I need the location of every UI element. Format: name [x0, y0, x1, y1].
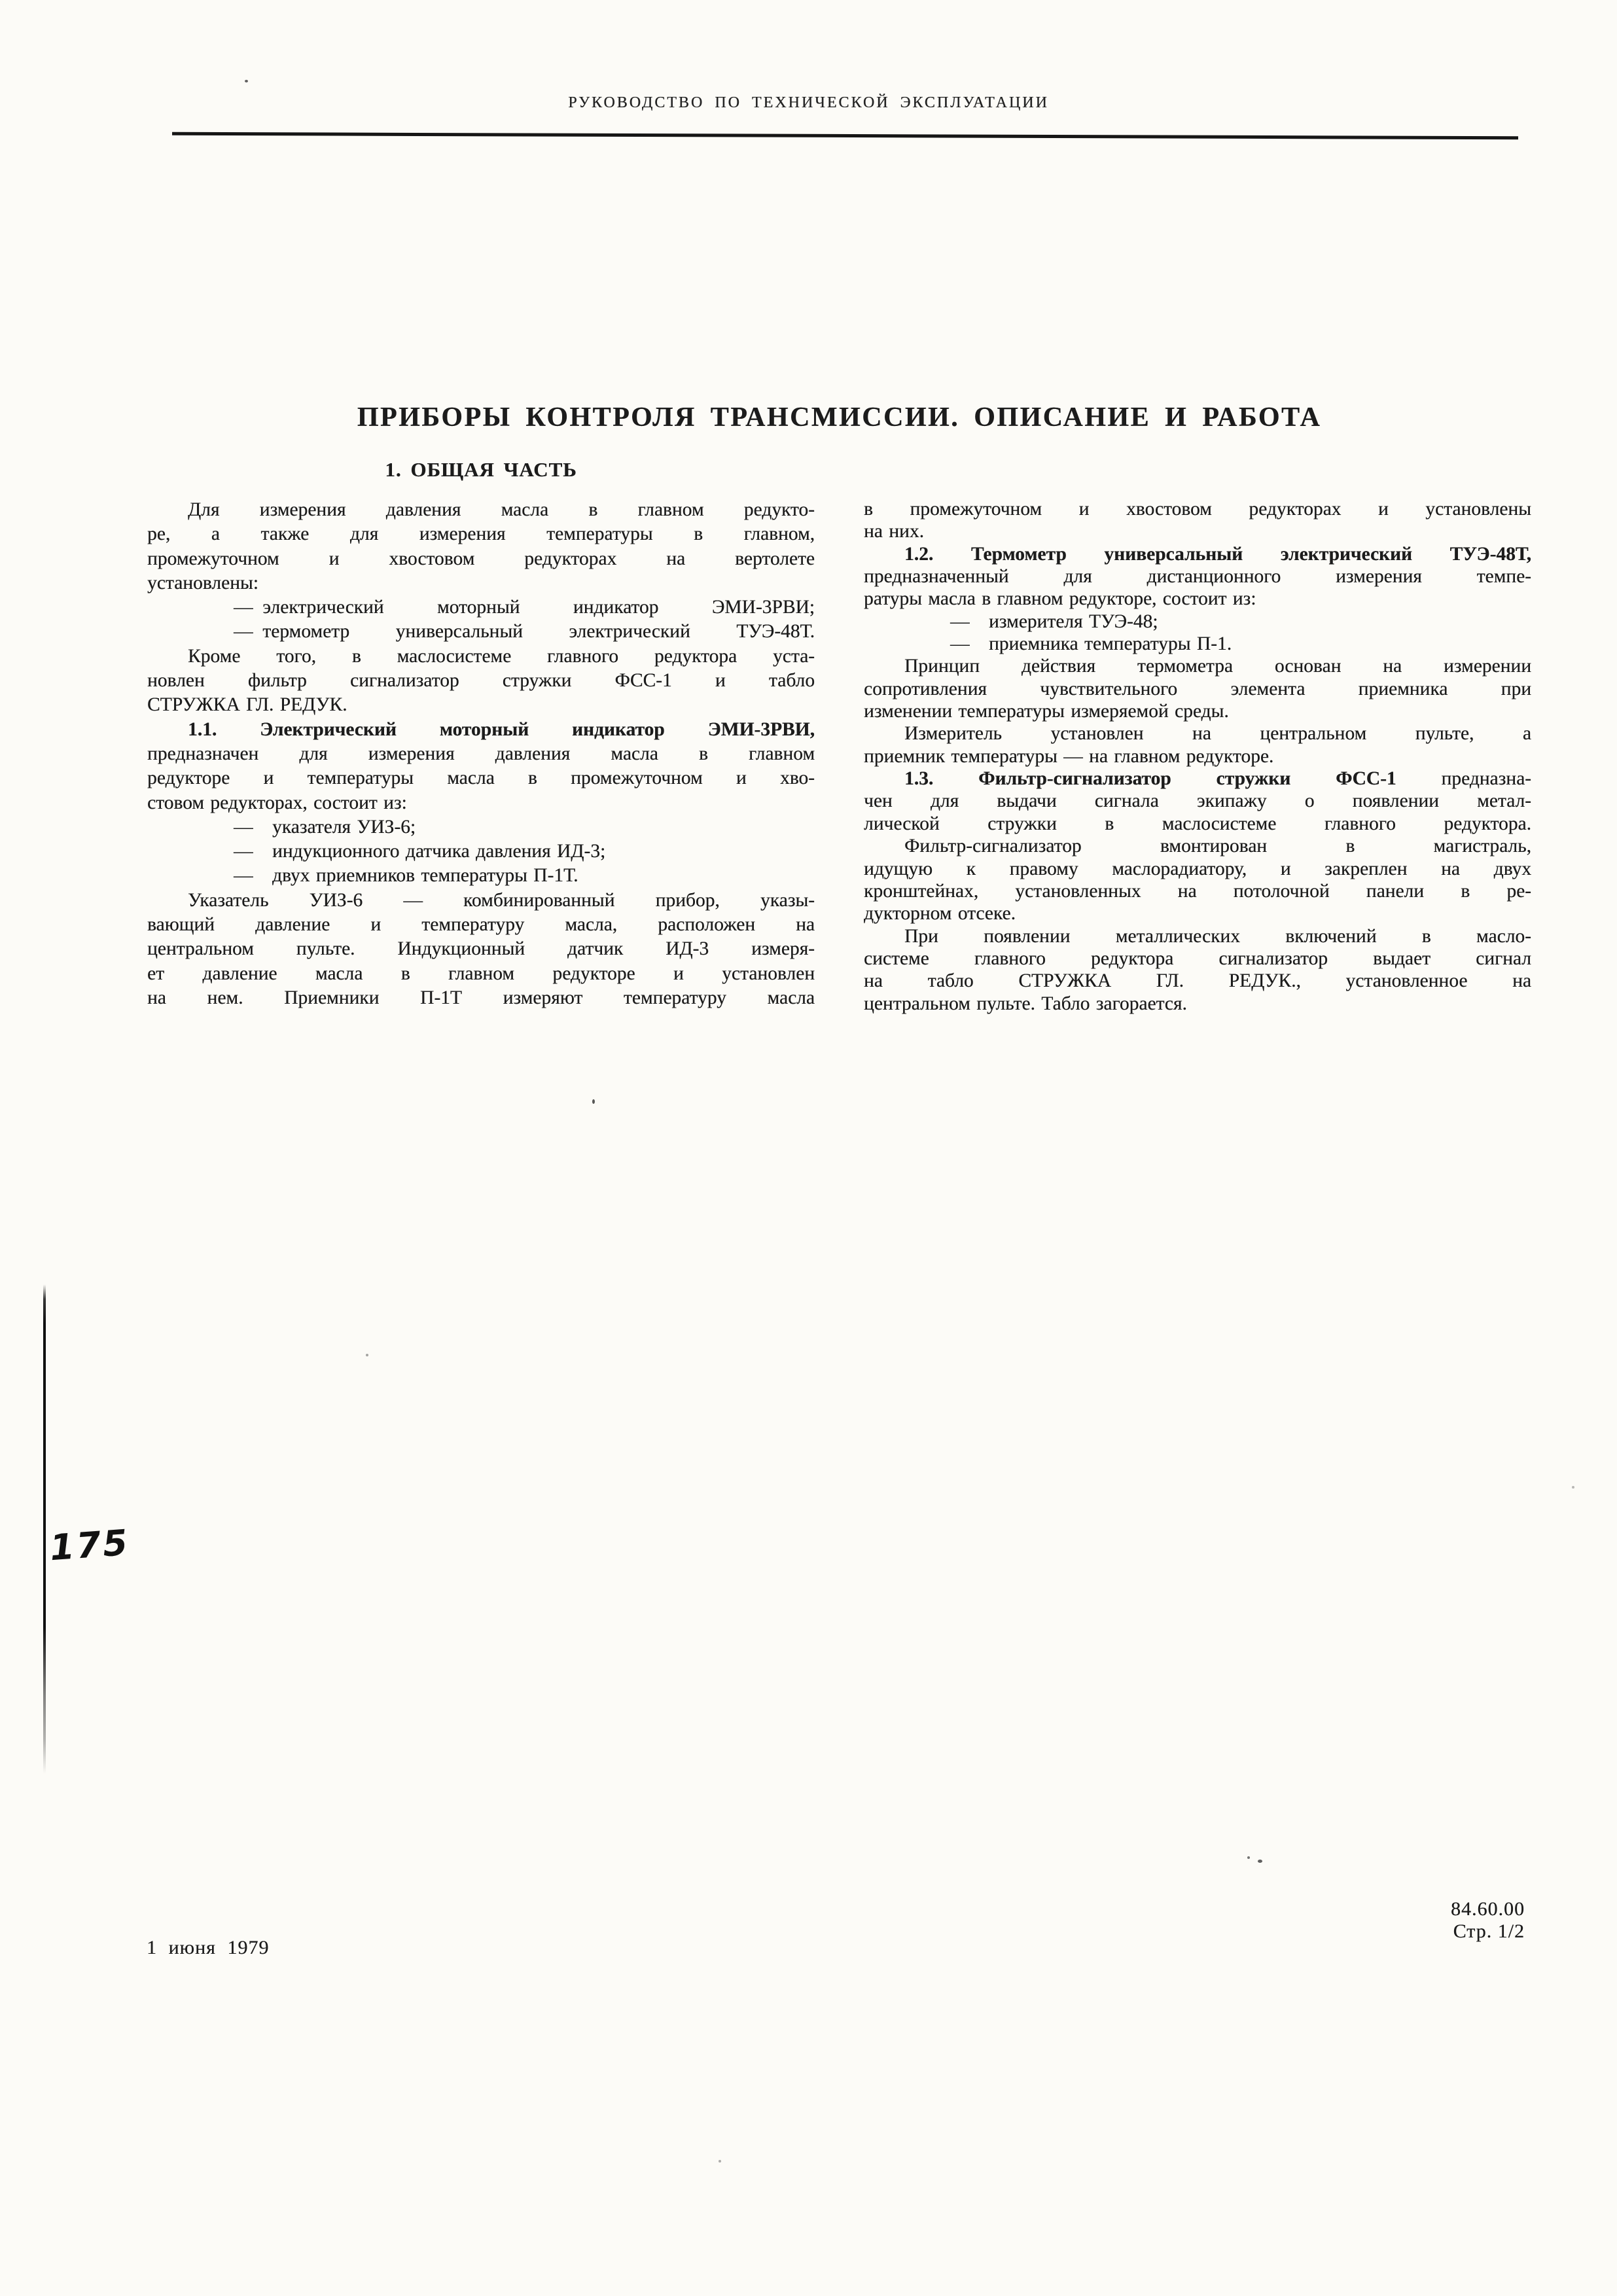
text-run: ратуры масла в главном редукторе, состоит из:	[864, 588, 1256, 610]
text-line	[864, 678, 1531, 700]
scan-speck	[719, 2160, 721, 2163]
text-run: ет давление масла в главном редукторе и установлен	[147, 963, 815, 984]
bold-text-run: 1.2. Термометр универсальный электрический ТУЭ-48Т,	[904, 543, 1531, 565]
text-line	[147, 913, 815, 937]
text-run: изменении температуры измеряемой среды.	[864, 701, 1229, 722]
text-run: новлен фильтр сигнализатор стружки ФСС-1 и табло	[147, 670, 815, 692]
text-run: предназна-	[1396, 768, 1531, 790]
text-line	[864, 700, 1531, 722]
text-run: на табло СТРУЖКА ГЛ. РЕДУК., установленное на	[864, 970, 1531, 992]
text-line	[147, 645, 815, 669]
text-line	[864, 790, 1531, 812]
text-line	[864, 588, 1531, 610]
text-run: — электрический моторный индикатор ЭМИ-3РВИ;	[234, 597, 815, 618]
text-line	[864, 858, 1531, 880]
text-line	[864, 498, 1531, 520]
text-run: чен для выдачи сигнала экипажу о появлении метал-	[864, 790, 1531, 812]
text-run: промежуточном и хвостовом редукторах на вертолете	[147, 548, 815, 569]
section-heading: 1. ОБЩАЯ ЧАСТЬ	[385, 458, 577, 481]
footer-date: 1 июня 1979	[147, 1937, 270, 1958]
text-run: идущую к правому маслорадиатору, и закреплен на двух	[864, 858, 1531, 879]
text-line	[147, 864, 815, 888]
footer-doc-number: 84.60.00	[1451, 1898, 1525, 1920]
text-line	[147, 742, 815, 766]
text-run: стовом редукторах, состоит из:	[147, 792, 407, 813]
text-line	[864, 565, 1531, 588]
text-run: — термометр универсальный электрический ТУЭ-48Т.	[234, 621, 815, 643]
text-run: кронштейнах, установленных на потолочной панели в ре-	[864, 880, 1531, 902]
text-run: вающий давление и температуру масла, расположен на	[147, 914, 815, 936]
text-line	[864, 835, 1531, 857]
scan-speck	[1247, 1856, 1250, 1859]
running-header: РУКОВОДСТВО ПО ТЕХНИЧЕСКОЙ ЭКСПЛУАТАЦИИ	[568, 94, 1049, 111]
text-line	[147, 718, 815, 742]
text-run: — измерителя ТУЭ-48;	[950, 610, 1158, 632]
text-run: Указатель УИЗ-6 — комбинированный прибор, указы-	[188, 889, 815, 911]
footer-page-ref: Стр. 1/2	[1453, 1920, 1525, 1942]
text-line	[147, 693, 815, 717]
text-run: — двух приемников температуры П-1Т.	[234, 865, 578, 887]
text-line	[864, 925, 1531, 947]
scan-speck	[1572, 1486, 1574, 1489]
text-line	[147, 522, 815, 546]
text-line	[147, 669, 815, 693]
text-line	[147, 571, 815, 595]
text-line	[864, 745, 1531, 768]
text-line	[147, 839, 815, 864]
scan-speck	[1258, 1860, 1262, 1863]
text-run: Кроме того, в маслосистеме главного редуктора уста-	[188, 645, 815, 667]
text-line	[147, 815, 815, 839]
text-line	[864, 970, 1531, 992]
text-line	[147, 595, 815, 620]
text-line	[864, 768, 1531, 790]
text-line	[147, 937, 815, 961]
text-line	[147, 889, 815, 913]
text-run: на нем. Приемники П-1Т измеряют температуру масла	[147, 987, 815, 1008]
text-line	[147, 620, 815, 644]
text-line	[147, 766, 815, 790]
text-run: Для измерения давления масла в главном редукто-	[188, 499, 815, 520]
text-run: системе главного редуктора сигнализатор выдает сигнал	[864, 947, 1531, 969]
text-line	[147, 986, 815, 1010]
text-line	[864, 520, 1531, 542]
right-column	[864, 498, 1531, 1015]
bold-text-run: 1.3. Фильтр-сигнализатор стружки ФСС-1	[904, 768, 1396, 790]
text-run: — индукционного датчика давления ИД-3;	[234, 841, 606, 862]
text-line	[864, 947, 1531, 970]
text-line	[147, 547, 815, 571]
header-rule	[172, 132, 1518, 139]
footer-doc-ref	[1451, 1898, 1525, 1943]
text-run: установлены:	[147, 572, 258, 593]
text-line	[147, 498, 815, 522]
scan-speck	[366, 1354, 368, 1356]
text-run: в промежуточном и хвостовом редукторах и установлены	[864, 499, 1531, 520]
text-run: редукторе и температуры масла в промежуточном и хво-	[147, 768, 815, 789]
text-line	[864, 993, 1531, 1015]
text-run: — приемника температуры П-1.	[950, 633, 1232, 655]
scan-speck	[592, 1099, 595, 1104]
text-run: предназначенный для дистанционного измерения темпе-	[864, 566, 1531, 588]
page-title: ПРИБОРЫ КОНТРОЛЯ ТРАНСМИССИИ. ОПИСАНИЕ И РАБОТА	[357, 402, 1322, 433]
text-run: лической стружки в маслосистеме главного редуктора.	[864, 813, 1531, 834]
text-line	[147, 791, 815, 815]
text-run: приемник температуры — на главном редукторе.	[864, 745, 1274, 767]
text-line	[864, 902, 1531, 925]
handwritten-page-number: 175	[48, 1521, 131, 1569]
text-run: центральном пульте. Табло загорается.	[864, 993, 1187, 1014]
text-run: предназначен для измерения давления масла в главном	[147, 743, 815, 764]
left-column	[147, 498, 815, 1010]
text-run: СТРУЖКА ГЛ. РЕДУК.	[147, 694, 347, 716]
text-run: центральном пульте. Индукционный датчик ИД-3 измеря-	[147, 938, 815, 960]
text-run: ре, а также для измерения температуры в главном,	[147, 523, 815, 545]
text-line	[864, 722, 1531, 745]
text-line	[864, 633, 1531, 655]
text-run: Фильтр-сигнализатор вмонтирован в магистраль,	[904, 836, 1531, 857]
text-run: сопротивления чувствительного элемента приемника при	[864, 678, 1531, 699]
text-run: Измеритель установлен на центральном пульте, а	[904, 723, 1531, 745]
text-line	[147, 962, 815, 986]
margin-fold-line	[43, 1284, 46, 1774]
text-run: Принцип действия термометра основан на измерении	[904, 656, 1531, 677]
text-line	[864, 610, 1531, 633]
text-run: на них.	[864, 521, 924, 542]
text-run: При появлении металлических включений в масло-	[904, 925, 1531, 947]
text-line	[864, 813, 1531, 835]
text-run: — указателя УИЗ-6;	[234, 816, 416, 838]
text-run: дукторном отсеке.	[864, 903, 1016, 925]
text-line	[864, 880, 1531, 902]
scan-speck	[245, 80, 248, 82]
text-line	[864, 543, 1531, 565]
text-line	[864, 655, 1531, 677]
bold-text-run: 1.1. Электрический моторный индикатор ЭМИ-3РВИ,	[188, 718, 815, 740]
